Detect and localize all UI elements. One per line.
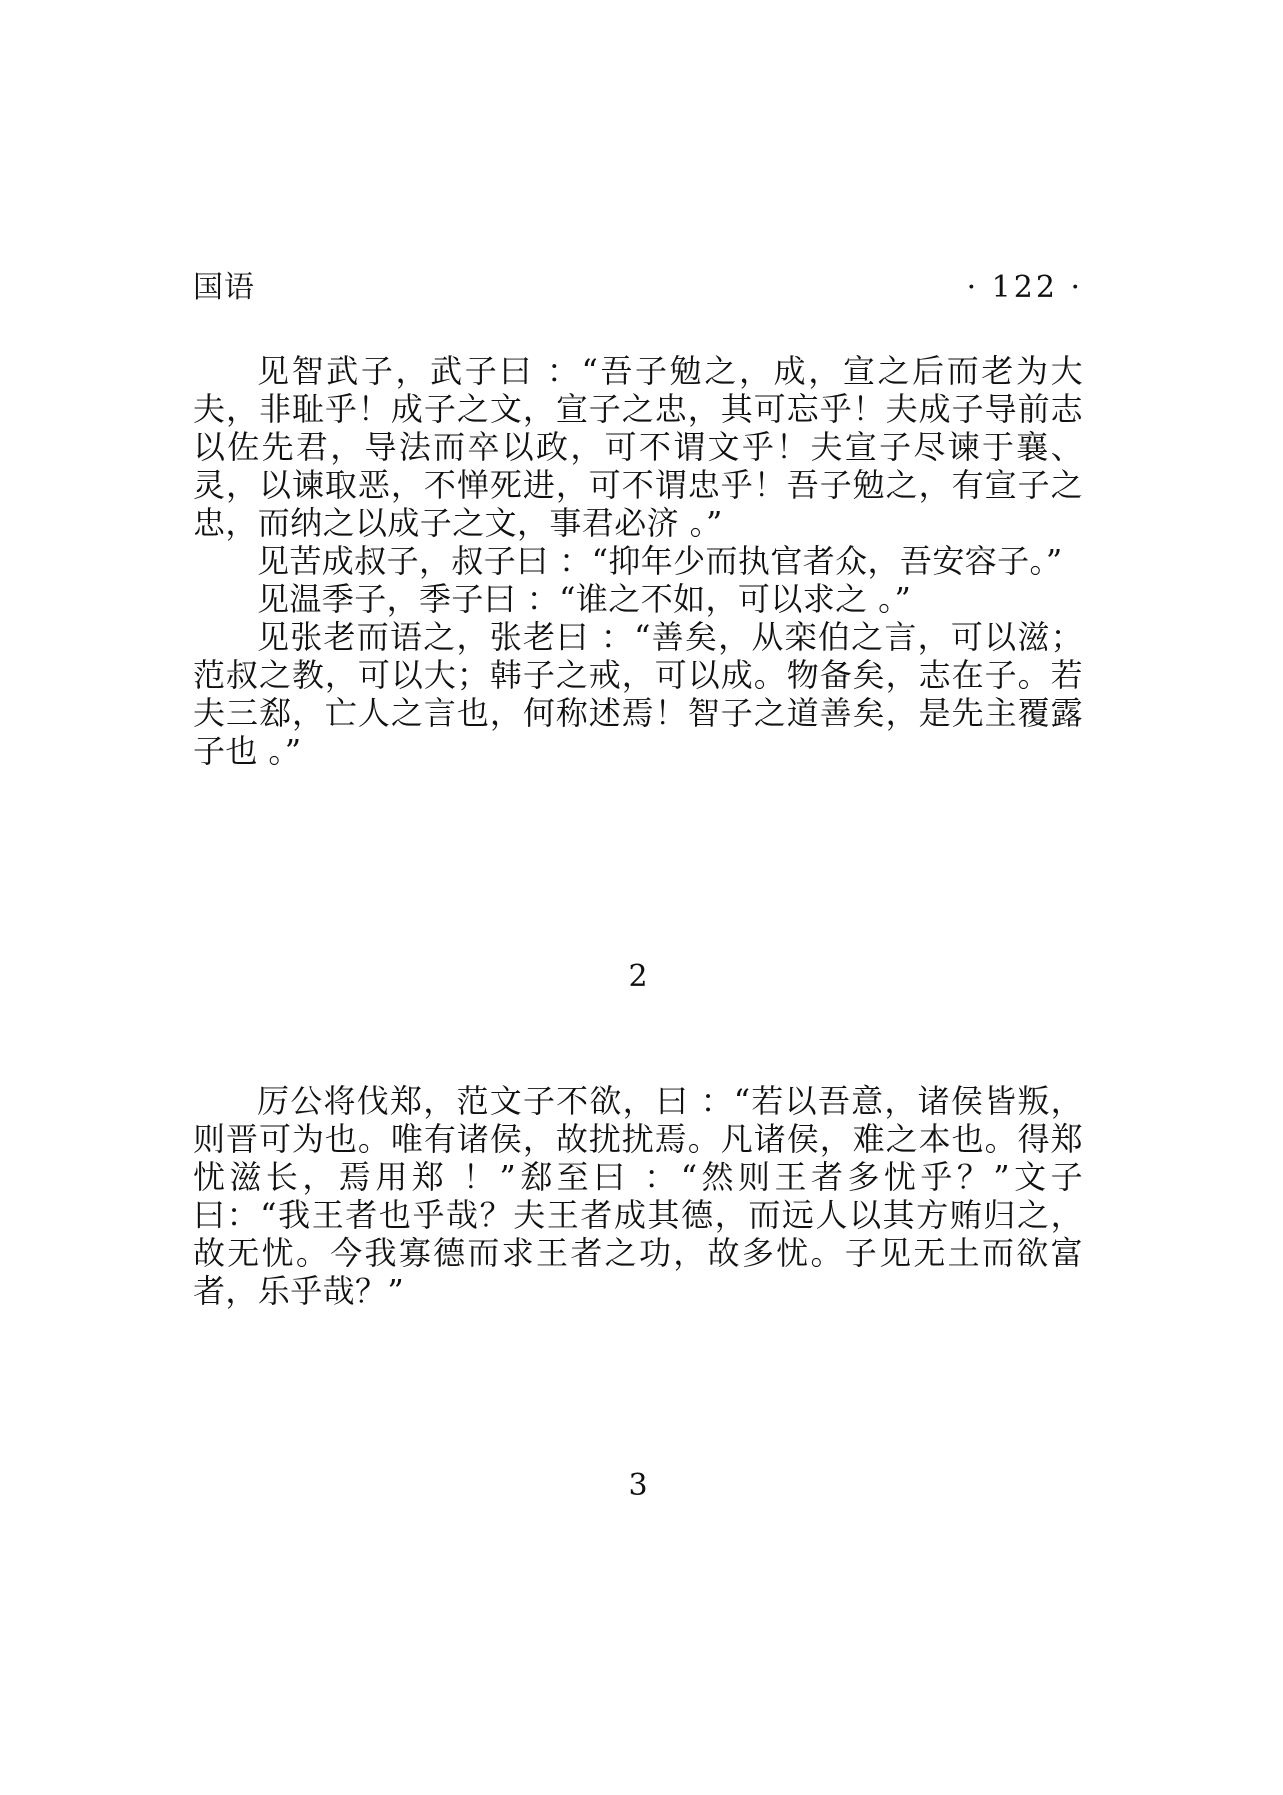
section-number-two: 2	[628, 959, 648, 994]
paragraph-kucheng-shuzi: 见苦成叔子，叔子曰 ：“抑年少而执官者众，吾安容子。”	[257, 542, 1063, 580]
paragraph-zhang-lao: 见张老而语之，张老曰 ：“善矣，从栾伯之言，可以滋；范叔之教，可以大；韩子之戒，可以成。物备矣，志在子。若夫三郄，亡人之言也，何称述焉！智子之道善矣，是先主覆露子也 。”	[193, 618, 1083, 770]
paragraph-li-gong: 厉公将伐郑，范文子不欲，曰 ：“若以吾意，诸侯皆叛，则晋可为也。唯有诸侯，故扰扰焉。凡诸侯，难之本也。得郑忧滋长，焉用郑 ！”郄至曰 ：“然则王者多忧乎？”文子曰：“我王者也乎哉？夫王者成其德，而远人以其方贿归之，故无忧。今我寡德而求王者之功，故多忧。子见无土而欲富者，乐乎哉？”	[193, 1082, 1083, 1310]
page-header	[193, 268, 1083, 308]
section-number-three: 3	[628, 1468, 648, 1503]
page-number: · 122 ·	[966, 270, 1083, 305]
paragraph-wen-jizi: 见温季子，季子曰 ：“谁之不如，可以求之 。”	[257, 580, 912, 618]
section-one-text	[193, 352, 1083, 770]
paragraph-zhi-wuzi: 见智武子，武子曰 ：“吾子勉之，成，宣之后而老为大夫，非耻乎！成子之文，宣子之忠，其可忘乎！夫成子导前志以佐先君，导法而卒以政，可不谓文乎！夫宣子尽谏于襄、灵，以谏取恶，不惮死进，可不谓忠乎！吾子勉之，有宣子之忠，而纳之以成子之文，事君必济 。”	[193, 352, 1083, 542]
section-two-text	[193, 1082, 1083, 1310]
book-title: 国语	[193, 270, 255, 305]
